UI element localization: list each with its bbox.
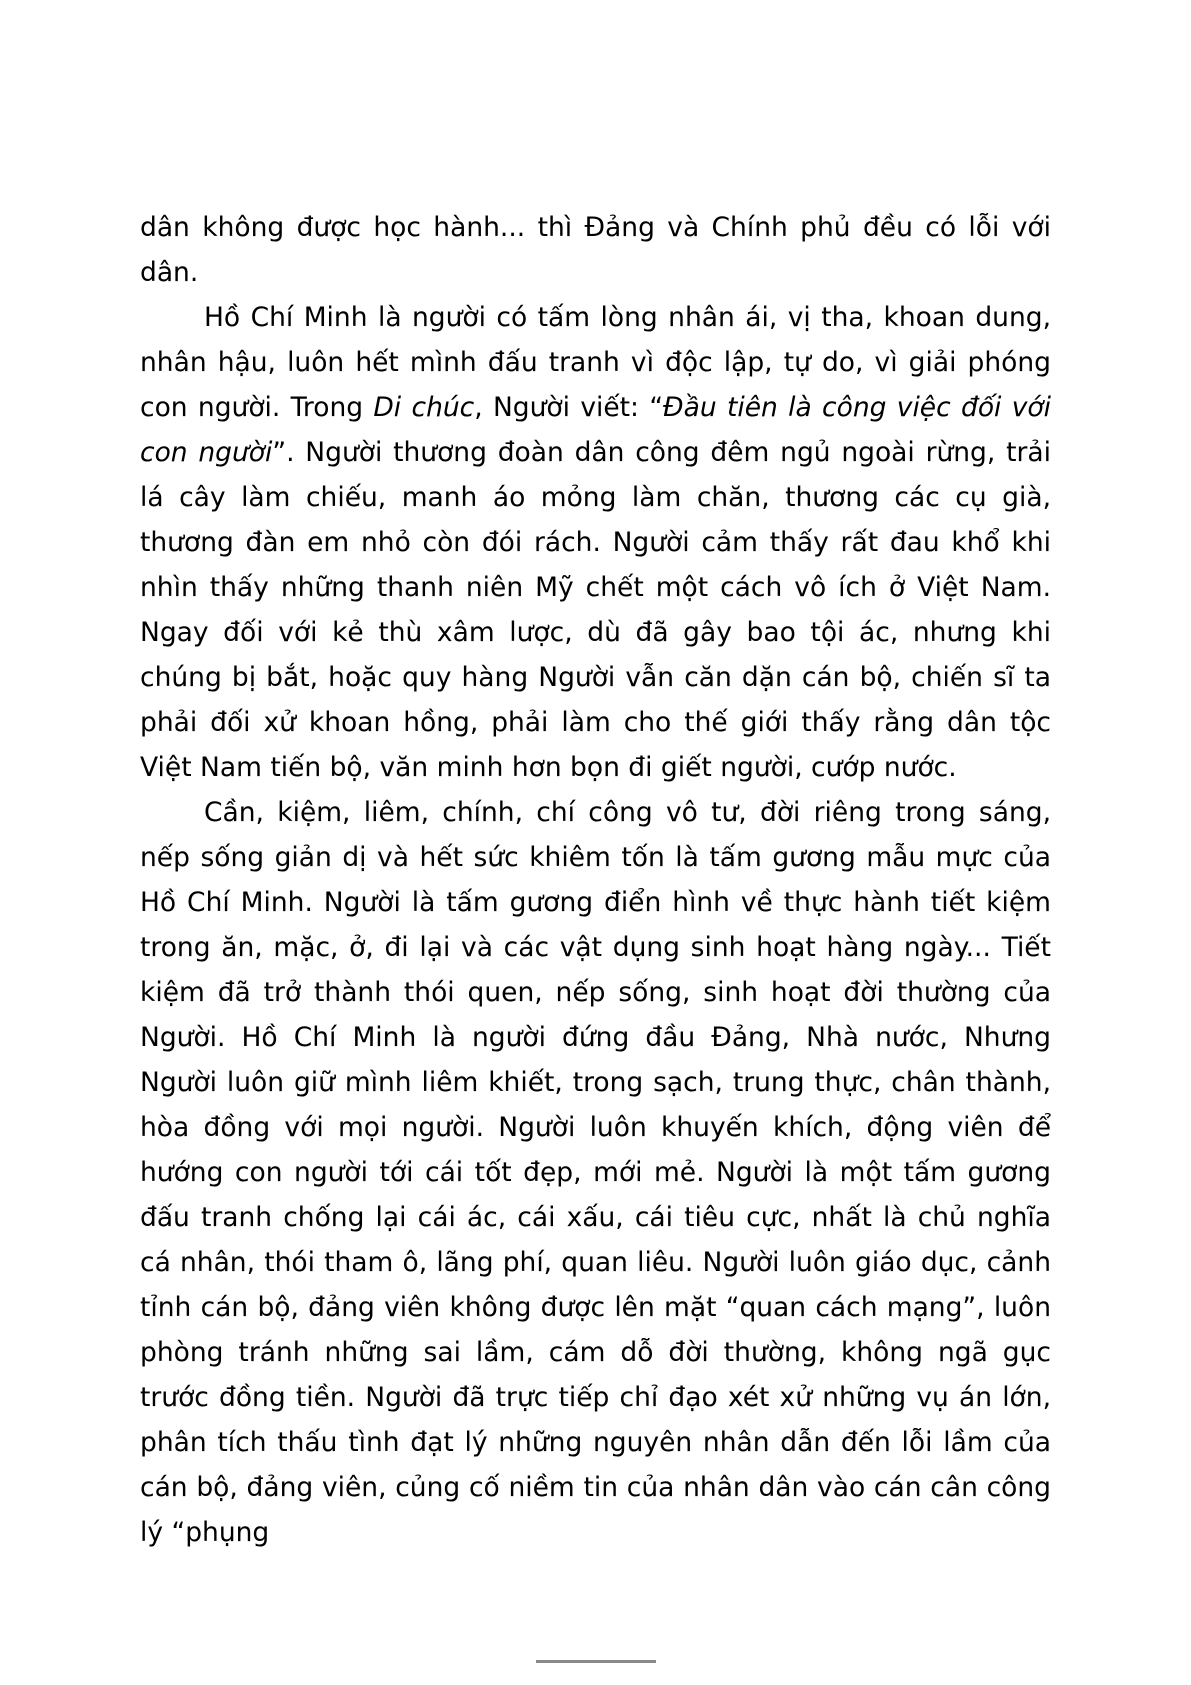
text-run: dân không được học hành... thì Đảng và Chính phủ đều có lỗi với dân. — [140, 212, 1051, 288]
text-run: , Người viết: “ — [474, 392, 664, 423]
text-run: ”. Người thương đoàn dân công đêm ngủ ngoài rừng, trải lá cây làm chiếu, manh áo mỏng làm chăn, thương các cụ già, thương đàn em nhỏ còn đói rách. Người cảm thấy rất đau khổ khi nhìn thấy những thanh niên Mỹ chết một cách vô ích ở Việt Nam. Ngay đối với kẻ thù xâm lược, dù đã gây bao tội ác, nhưng khi chúng bị bắt, hoặc quy hàng Người vẫn căn dặn cán bộ, chiến sĩ ta phải đối xử khoan hồng, phải làm cho thế giới thấy rằng dân tộc Việt Nam tiến bộ, văn minh hơn bọn đi giết người, cướp nước. — [140, 437, 1051, 783]
text-run: Cần, kiệm, liêm, chính, chí công vô tư, đời riêng trong sáng, nếp sống giản dị và hết sức khiêm tốn là tấm gương mẫu mực của Hồ Chí Minh. Người là tấm gương điển hình về thực hành tiết kiệm trong ăn, mặc, ở, đi lại và các vật dụng sinh hoạt hàng ngày... Tiết kiệm đã trở thành thói quen, nếp sống, sinh hoạt đời thường của Người. Hồ Chí Minh là người đứng đầu Đảng, Nhà nước, Nhưng Người luôn giữ mình liêm khiết, trong sạch, trung thực, chân thành, hòa đồng với mọi người. Người luôn khuyến khích, động viên để hướng con người tới cái tốt đẹp, mới mẻ. Người là một tấm gương đấu tranh chống lại cái ác, cái xấu, cái tiêu cực, nhất là chủ nghĩa cá nhân, thói tham ô, lãng phí, quan liêu. Người luôn giáo dục, cảnh tỉnh cán bộ, đảng viên không được lên mặt “quan cách mạng”, luôn phòng tránh những sai lầm, cám dỗ đời thường, không ngã gục trước đồng tiền. Người đã trực tiếp chỉ đạo xét xử những vụ án lớn, phân tích thấu tình đạt lý những nguyên nhân dẫn đến lỗi lầm của cán bộ, đảng viên, củng cố niềm tin của nhân dân vào cán cân công lý “phụng — [140, 797, 1051, 1548]
footer-divider — [536, 1660, 656, 1663]
para-can-kiem-liem-chinh — [140, 790, 1051, 1555]
para-nhan-ai — [140, 295, 1051, 790]
italic-run: Đầu tiên là công việc đối với con người — [140, 392, 1051, 468]
para-continued — [140, 205, 1051, 295]
document-body — [140, 205, 1051, 1555]
text-run: Hồ Chí Minh là người có tấm lòng nhân ái, vị tha, khoan dung, nhân hậu, luôn hết mình đấu tranh vì độc lập, tự do, vì giải phóng con người. Trong — [140, 302, 1051, 423]
italic-run: Di chúc — [373, 392, 475, 423]
